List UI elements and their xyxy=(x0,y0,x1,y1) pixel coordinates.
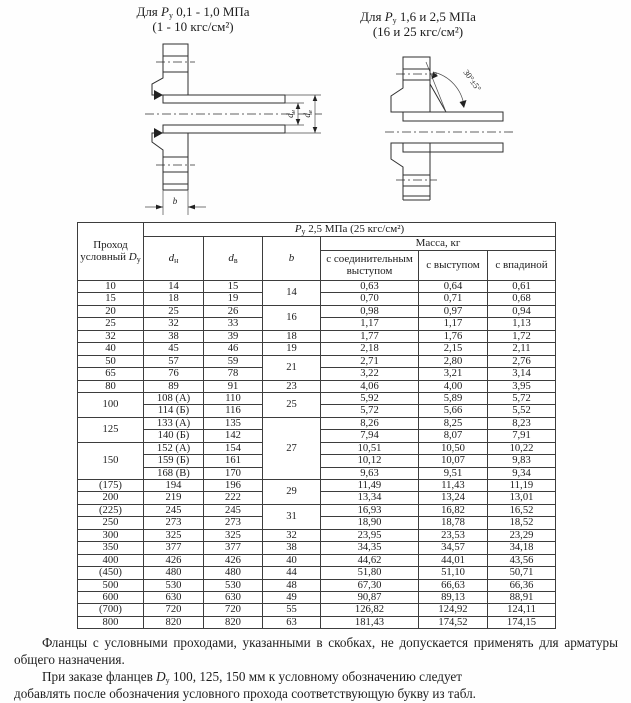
cell-dv: 116 xyxy=(204,405,263,417)
cell-mass-connecting: 34,35 xyxy=(321,542,419,554)
cell-dn: 377 xyxy=(144,542,204,554)
cell-dv: 222 xyxy=(204,492,263,504)
cell-mass-recessed: 9,83 xyxy=(488,455,556,467)
footnotes xyxy=(14,634,618,703)
cell-nominal-bore: 350 xyxy=(78,542,144,554)
cell-dn: 38 xyxy=(144,330,204,342)
cell-nominal-bore: (450) xyxy=(78,567,144,579)
cell-dn: 89 xyxy=(144,380,204,392)
cell-nominal-bore: (225) xyxy=(78,504,144,516)
cell-mass-recessed: 7,91 xyxy=(488,430,556,442)
cell-dn: 820 xyxy=(144,616,204,628)
cell-mass-connecting: 23,95 xyxy=(321,529,419,541)
table-row xyxy=(78,380,556,392)
cell-nominal-bore: (700) xyxy=(78,604,144,616)
cell-mass-connecting: 18,90 xyxy=(321,517,419,529)
cell-mass-connecting: 11,49 xyxy=(321,480,419,492)
cell-dn: 194 xyxy=(144,480,204,492)
cell-mass-raised: 10,07 xyxy=(419,455,488,467)
cell-dn: 530 xyxy=(144,579,204,591)
cell-nominal-bore: 50 xyxy=(78,355,144,367)
cell-dn: 720 xyxy=(144,604,204,616)
table-row xyxy=(78,542,556,554)
header-row-dims xyxy=(78,237,556,251)
cell-mass-raised: 0,71 xyxy=(419,293,488,305)
cell-nominal-bore: 150 xyxy=(78,442,144,479)
cell-nominal-bore: 100 xyxy=(78,392,144,417)
cell-dn: 325 xyxy=(144,529,204,541)
cell-nominal-bore: 10 xyxy=(78,281,144,293)
cell-b: 18 xyxy=(263,330,321,342)
flange-drawing-high-pressure xyxy=(370,50,590,210)
cell-dn: 57 xyxy=(144,355,204,367)
cell-nominal-bore: 80 xyxy=(78,380,144,392)
table-row xyxy=(78,554,556,566)
flange-outline xyxy=(163,44,188,190)
cell-mass-recessed: 0,61 xyxy=(488,281,556,293)
cell-dv: 154 xyxy=(204,442,263,454)
cell-dv: 26 xyxy=(204,305,263,317)
cell-mass-raised: 0,64 xyxy=(419,281,488,293)
cell-mass-raised: 34,57 xyxy=(419,542,488,554)
column-header-nominal-bore: Проход условный $D_у$ xyxy=(78,223,144,281)
cell-mass-recessed: 2,76 xyxy=(488,355,556,367)
cell-nominal-bore: (175) xyxy=(78,480,144,492)
table-row xyxy=(78,355,556,367)
cell-mass-raised: 89,13 xyxy=(419,591,488,603)
cell-dn: 108 (А) xyxy=(144,392,204,404)
cell-dn: 25 xyxy=(144,305,204,317)
cell-mass-raised: 16,82 xyxy=(419,504,488,516)
cell-b: 21 xyxy=(263,355,321,380)
cell-dn: 32 xyxy=(144,318,204,330)
cell-mass-connecting: 3,22 xyxy=(321,368,419,380)
table-row xyxy=(78,591,556,603)
caption-text: Для xyxy=(136,4,162,19)
cell-dn: 45 xyxy=(144,343,204,355)
cell-mass-connecting: 1,17 xyxy=(321,318,419,330)
cell-b: 49 xyxy=(263,591,321,603)
cell-dn: 114 (Б) xyxy=(144,405,204,417)
cell-dv: 426 xyxy=(204,554,263,566)
cell-dn: 159 (Б) xyxy=(144,455,204,467)
cell-b: 38 xyxy=(263,542,321,554)
cell-dv: 820 xyxy=(204,616,263,628)
cell-mass-raised: 11,43 xyxy=(419,480,488,492)
cell-mass-recessed: 23,29 xyxy=(488,529,556,541)
column-header-dn: $d_н$ xyxy=(144,237,204,281)
cell-b: 40 xyxy=(263,554,321,566)
cell-mass-recessed: 10,22 xyxy=(488,442,556,454)
cell-nominal-bore: 40 xyxy=(78,343,144,355)
cell-mass-connecting: 8,26 xyxy=(321,417,419,429)
cell-dn: 630 xyxy=(144,591,204,603)
cell-mass-raised: 51,10 xyxy=(419,567,488,579)
cell-mass-raised: 0,97 xyxy=(419,305,488,317)
diameter-subscript: у xyxy=(165,676,170,686)
cell-dv: 135 xyxy=(204,417,263,429)
cell-dn: 245 xyxy=(144,504,204,516)
cell-b: 16 xyxy=(263,305,321,330)
caption-low-pressure xyxy=(103,4,283,35)
cell-dv: 630 xyxy=(204,591,263,603)
cell-dv: 110 xyxy=(204,392,263,404)
cell-mass-recessed: 11,19 xyxy=(488,480,556,492)
cell-nominal-bore: 500 xyxy=(78,579,144,591)
dv-dimension-label: dв xyxy=(302,110,314,118)
caption-text: 1,6 и 2,5 МПа xyxy=(396,9,476,24)
cell-mass-connecting: 67,30 xyxy=(321,579,419,591)
cell-b: 29 xyxy=(263,480,321,505)
cell-dn: 480 xyxy=(144,567,204,579)
cell-mass-recessed: 13,01 xyxy=(488,492,556,504)
cell-mass-recessed: 43,56 xyxy=(488,554,556,566)
flange-dimensions-table xyxy=(77,222,556,629)
cell-dn: 14 xyxy=(144,281,204,293)
cell-nominal-bore: 200 xyxy=(78,492,144,504)
cell-mass-connecting: 1,77 xyxy=(321,330,419,342)
cell-mass-raised: 4,00 xyxy=(419,380,488,392)
cell-mass-connecting: 126,82 xyxy=(321,604,419,616)
cell-mass-recessed: 34,18 xyxy=(488,542,556,554)
cell-nominal-bore: 32 xyxy=(78,330,144,342)
cell-nominal-bore: 400 xyxy=(78,554,144,566)
cell-dn: 426 xyxy=(144,554,204,566)
centerlines xyxy=(385,74,515,180)
cell-dv: 19 xyxy=(204,293,263,305)
pressure-subscript: у xyxy=(392,16,397,25)
flange-drawing-low-pressure xyxy=(100,40,330,220)
cell-b: 55 xyxy=(263,604,321,616)
cell-dv: 325 xyxy=(204,529,263,541)
cell-b: 14 xyxy=(263,281,321,306)
cell-mass-raised: 10,50 xyxy=(419,442,488,454)
table-row xyxy=(78,343,556,355)
note-text: 100, 125, 150 мм к условному обозначению следует добавлять после обозначения условного прохода соответствующую букву из табл. xyxy=(14,669,476,702)
caption-text: 0,1 - 1,0 МПа xyxy=(173,4,250,19)
bevel-angle-annotation xyxy=(426,62,483,112)
cell-mass-connecting: 0,98 xyxy=(321,305,419,317)
cell-mass-connecting: 9,63 xyxy=(321,467,419,479)
cell-mass-raised: 18,78 xyxy=(419,517,488,529)
cell-mass-recessed: 8,23 xyxy=(488,417,556,429)
cell-mass-raised: 44,01 xyxy=(419,554,488,566)
column-header-mass-recessed: с впадиной xyxy=(488,251,556,281)
table-row xyxy=(78,417,556,429)
cell-mass-connecting: 0,63 xyxy=(321,281,419,293)
cell-dv: 33 xyxy=(204,318,263,330)
caption-line1 xyxy=(328,9,508,24)
cell-mass-recessed: 66,36 xyxy=(488,579,556,591)
cell-b: 63 xyxy=(263,616,321,628)
cell-dn: 273 xyxy=(144,517,204,529)
cell-mass-connecting: 4,06 xyxy=(321,380,419,392)
note-ordering-letters xyxy=(14,668,519,702)
cell-mass-raised: 8,07 xyxy=(419,430,488,442)
cell-b: 27 xyxy=(263,417,321,479)
pressure-symbol: P xyxy=(384,9,393,24)
table-row xyxy=(78,281,556,293)
pressure-subscript: у xyxy=(169,11,173,20)
cell-nominal-bore: 20 xyxy=(78,305,144,317)
cell-dv: 161 xyxy=(204,455,263,467)
column-header-mass-raised: с выступом xyxy=(419,251,488,281)
table-row xyxy=(78,567,556,579)
column-header-dv: $d_в$ xyxy=(204,237,263,281)
cell-mass-connecting: 181,43 xyxy=(321,616,419,628)
cell-nominal-bore: 250 xyxy=(78,517,144,529)
table-row xyxy=(78,480,556,492)
column-header-mass-connecting: с соединительным выступом xyxy=(321,251,419,281)
table-row xyxy=(78,330,556,342)
cell-nominal-bore: 65 xyxy=(78,368,144,380)
table-row xyxy=(78,579,556,591)
b-dimension-label: b xyxy=(172,196,178,206)
cell-b: 48 xyxy=(263,579,321,591)
cell-nominal-bore: 300 xyxy=(78,529,144,541)
cell-mass-connecting: 44,62 xyxy=(321,554,419,566)
cell-mass-recessed: 5,72 xyxy=(488,392,556,404)
cell-dv: 530 xyxy=(204,579,263,591)
cell-mass-raised: 1,17 xyxy=(419,318,488,330)
cell-mass-connecting: 0,70 xyxy=(321,293,419,305)
cell-dn: 140 (Б) xyxy=(144,430,204,442)
cell-b: 32 xyxy=(263,529,321,541)
cell-nominal-bore: 125 xyxy=(78,417,144,442)
cell-b: 44 xyxy=(263,567,321,579)
cell-dn: 133 (А) xyxy=(144,417,204,429)
cell-mass-raised: 2,15 xyxy=(419,343,488,355)
cell-mass-raised: 5,89 xyxy=(419,392,488,404)
cell-dv: 91 xyxy=(204,380,263,392)
column-header-mass: Масса, кг xyxy=(321,237,556,251)
cell-dv: 46 xyxy=(204,343,263,355)
diameter-symbol: D xyxy=(156,669,166,685)
cell-dn: 76 xyxy=(144,368,204,380)
cell-mass-raised: 13,24 xyxy=(419,492,488,504)
bevel-angle-label: 30°±5° xyxy=(461,67,484,94)
cell-dv: 142 xyxy=(204,430,263,442)
cell-mass-raised: 66,63 xyxy=(419,579,488,591)
caption-line2: (16 и 25 кгс/см²) xyxy=(372,24,464,40)
pressure-symbol: P xyxy=(161,4,169,19)
cell-mass-connecting: 7,94 xyxy=(321,430,419,442)
cell-nominal-bore: 15 xyxy=(78,293,144,305)
cell-mass-recessed: 1,13 xyxy=(488,318,556,330)
cell-mass-connecting: 10,12 xyxy=(321,455,419,467)
cell-dv: 15 xyxy=(204,281,263,293)
note-text: При заказе фланцев xyxy=(42,669,157,685)
flange-table-body xyxy=(78,281,556,629)
cell-dn: 168 (В) xyxy=(144,467,204,479)
cell-mass-recessed: 124,11 xyxy=(488,604,556,616)
cell-dv: 245 xyxy=(204,504,263,516)
cell-mass-recessed: 3,95 xyxy=(488,380,556,392)
cell-dv: 78 xyxy=(204,368,263,380)
caption-high-pressure xyxy=(328,9,508,40)
cell-mass-raised: 124,92 xyxy=(419,604,488,616)
dimension-b xyxy=(145,190,206,215)
cell-mass-connecting: 5,72 xyxy=(321,405,419,417)
cell-nominal-bore: 800 xyxy=(78,616,144,628)
flange-outline xyxy=(403,57,446,200)
cell-mass-recessed: 2,11 xyxy=(488,343,556,355)
cell-mass-recessed: 50,71 xyxy=(488,567,556,579)
caption-text: Для xyxy=(360,9,385,24)
cell-mass-connecting: 5,92 xyxy=(321,392,419,404)
cell-nominal-bore: 25 xyxy=(78,318,144,330)
cell-mass-connecting: 10,51 xyxy=(321,442,419,454)
cell-mass-recessed: 5,52 xyxy=(488,405,556,417)
table-row xyxy=(78,305,556,317)
cell-dn: 18 xyxy=(144,293,204,305)
cell-b: 31 xyxy=(263,504,321,529)
cell-mass-connecting: 2,71 xyxy=(321,355,419,367)
cell-mass-connecting: 90,87 xyxy=(321,591,419,603)
cell-mass-recessed: 16,52 xyxy=(488,504,556,516)
cell-dv: 273 xyxy=(204,517,263,529)
cell-nominal-bore: 600 xyxy=(78,591,144,603)
cell-b: 23 xyxy=(263,380,321,392)
header-row-pressure xyxy=(78,223,556,237)
cell-b: 19 xyxy=(263,343,321,355)
table-row xyxy=(78,392,556,404)
table-row xyxy=(78,529,556,541)
cell-mass-recessed: 88,91 xyxy=(488,591,556,603)
note-bracketed-bores: Фланцы с условными проходами, указанными в скобках, не допускается применять для арматуры общего назначения. xyxy=(14,635,618,668)
caption-line2: (1 - 10 кгс/см²) xyxy=(152,19,234,35)
cell-dv: 59 xyxy=(204,355,263,367)
table-row xyxy=(78,616,556,628)
cell-mass-raised: 5,66 xyxy=(419,405,488,417)
cell-mass-recessed: 9,34 xyxy=(488,467,556,479)
cell-mass-raised: 3,21 xyxy=(419,368,488,380)
cell-mass-raised: 174,52 xyxy=(419,616,488,628)
cell-mass-recessed: 18,52 xyxy=(488,517,556,529)
column-header-b: b xyxy=(263,237,321,281)
cell-mass-raised: 1,76 xyxy=(419,330,488,342)
table-row xyxy=(78,504,556,516)
dn-dimension-label: dн xyxy=(285,110,297,118)
cell-dv: 480 xyxy=(204,567,263,579)
cell-mass-recessed: 174,15 xyxy=(488,616,556,628)
cell-mass-raised: 9,51 xyxy=(419,467,488,479)
cell-dv: 170 xyxy=(204,467,263,479)
cell-mass-connecting: 16,93 xyxy=(321,504,419,516)
table-row xyxy=(78,604,556,616)
header-pressure-rating: $P_у$ 2,5 МПа (25 кгс/см²) xyxy=(144,223,556,237)
cell-mass-recessed: 1,72 xyxy=(488,330,556,342)
cell-dv: 377 xyxy=(204,542,263,554)
cell-mass-recessed: 0,68 xyxy=(488,293,556,305)
cell-dn: 152 (А) xyxy=(144,442,204,454)
caption-line1 xyxy=(103,4,283,19)
cell-mass-connecting: 51,80 xyxy=(321,567,419,579)
cell-mass-recessed: 3,14 xyxy=(488,368,556,380)
cell-dv: 196 xyxy=(204,480,263,492)
cell-dv: 720 xyxy=(204,604,263,616)
cell-dv: 39 xyxy=(204,330,263,342)
cell-mass-raised: 23,53 xyxy=(419,529,488,541)
cell-mass-connecting: 13,34 xyxy=(321,492,419,504)
cell-mass-recessed: 0,94 xyxy=(488,305,556,317)
cell-dn: 219 xyxy=(144,492,204,504)
cell-mass-raised: 2,80 xyxy=(419,355,488,367)
cell-b: 25 xyxy=(263,392,321,417)
cell-mass-raised: 8,25 xyxy=(419,417,488,429)
cell-mass-connecting: 2,18 xyxy=(321,343,419,355)
